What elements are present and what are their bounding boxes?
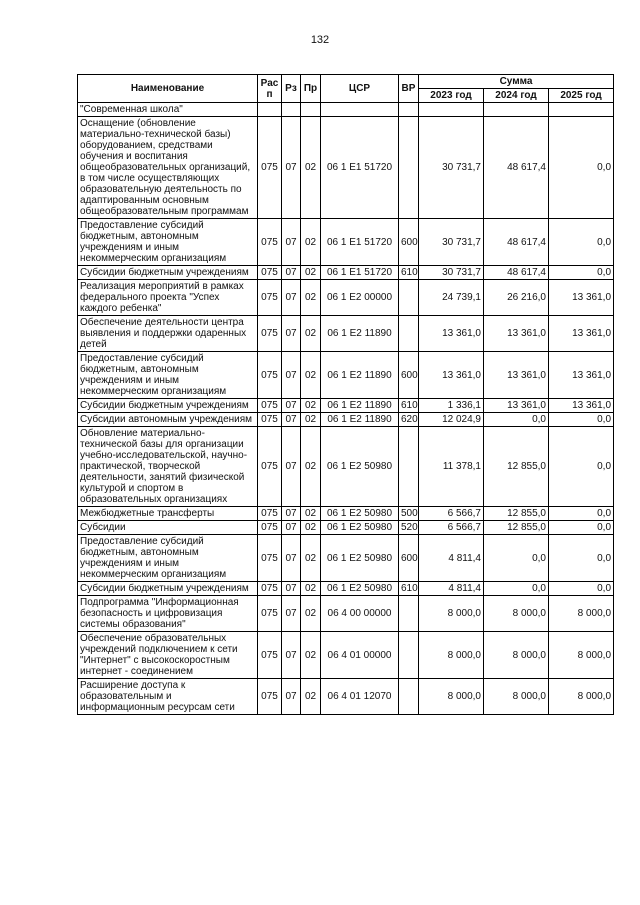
cell-csr: 06 1 E2 11890 [321,316,399,352]
cell-rz: 07 [282,632,301,679]
table-row [78,427,614,507]
cell-rasp: 075 [258,535,282,582]
cell-pr: 02 [301,352,321,399]
cell-rasp: 075 [258,316,282,352]
cell-csr: 06 1 E2 00000 [321,280,399,316]
cell-s2025: 0,0 [549,535,614,582]
cell-rz: 07 [282,219,301,266]
cell-rasp: 075 [258,117,282,219]
cell-s2025: 0,0 [549,427,614,507]
cell-s2023: 30 731,7 [419,266,484,280]
cell-rasp: 075 [258,596,282,632]
cell-pr: 02 [301,266,321,280]
cell-s2023: 6 566,7 [419,521,484,535]
table-row [78,582,614,596]
cell-vr: 520 [399,521,419,535]
cell-vr: 600 [399,219,419,266]
cell-s2023: 24 739,1 [419,280,484,316]
cell-vr: 600 [399,535,419,582]
cell-s2025: 8 000,0 [549,679,614,715]
cell-s2024: 12 855,0 [484,521,549,535]
cell-pr: 02 [301,535,321,582]
cell-s2023: 8 000,0 [419,596,484,632]
cell-name: Межбюджетные трансферты [78,507,258,521]
cell-rz: 07 [282,352,301,399]
cell-s2024: 12 855,0 [484,427,549,507]
cell-name: Предоставление субсидий бюджетным, автономным учреждениям и иным некоммерческим организациям [78,352,258,399]
table-row [78,535,614,582]
header-csr: ЦСР [321,75,399,103]
cell-vr [399,103,419,117]
cell-rasp: 075 [258,582,282,596]
table-row [78,117,614,219]
cell-s2024: 48 617,4 [484,117,549,219]
cell-rz: 07 [282,316,301,352]
cell-s2025: 8 000,0 [549,596,614,632]
cell-pr: 02 [301,427,321,507]
cell-rz: 07 [282,521,301,535]
cell-name: Расширение доступа к образовательным и информационным ресурсам сети [78,679,258,715]
header-2023: 2023 год [419,89,484,103]
cell-s2023 [419,103,484,117]
cell-s2023: 8 000,0 [419,679,484,715]
header-vr: ВР [399,75,419,103]
cell-vr: 610 [399,399,419,413]
cell-csr: 06 4 00 00000 [321,596,399,632]
table-row [78,399,614,413]
cell-rz: 07 [282,507,301,521]
cell-vr [399,679,419,715]
cell-s2024: 8 000,0 [484,632,549,679]
cell-vr [399,632,419,679]
cell-name: Обеспечение деятельности центра выявления и поддержки одаренных детей [78,316,258,352]
cell-vr: 620 [399,413,419,427]
cell-s2024: 13 361,0 [484,352,549,399]
cell-s2024: 0,0 [484,413,549,427]
cell-vr [399,427,419,507]
cell-rz: 07 [282,280,301,316]
page-number: 132 [310,34,330,46]
header-sum: Сумма [419,75,614,89]
cell-csr: 06 1 E2 11890 [321,399,399,413]
cell-rz: 07 [282,427,301,507]
header-pr: Пр [301,75,321,103]
cell-csr: 06 4 01 00000 [321,632,399,679]
table-row [78,507,614,521]
cell-name: Субсидии автономным учреждениям [78,413,258,427]
table-row [78,596,614,632]
cell-pr: 02 [301,117,321,219]
cell-s2024 [484,103,549,117]
cell-rasp: 075 [258,521,282,535]
table-row [78,352,614,399]
cell-s2025: 13 361,0 [549,399,614,413]
cell-s2025: 0,0 [549,266,614,280]
cell-s2024: 48 617,4 [484,219,549,266]
cell-s2024: 12 855,0 [484,507,549,521]
budget-table [77,74,614,715]
cell-s2023: 13 361,0 [419,316,484,352]
cell-pr: 02 [301,280,321,316]
cell-rz: 07 [282,582,301,596]
cell-s2025: 0,0 [549,521,614,535]
cell-rasp: 075 [258,280,282,316]
cell-csr: 06 1 E2 50980 [321,507,399,521]
cell-name: Подпрограмма "Информационная безопасность и цифровизация системы образования" [78,596,258,632]
header-2025: 2025 год [549,89,614,103]
cell-rasp: 075 [258,507,282,521]
cell-s2023: 4 811,4 [419,535,484,582]
table-row [78,316,614,352]
cell-csr: 06 1 E2 11890 [321,352,399,399]
cell-s2023: 12 024,9 [419,413,484,427]
cell-csr: 06 1 E1 51720 [321,266,399,280]
cell-s2024: 26 216,0 [484,280,549,316]
cell-rasp: 075 [258,352,282,399]
table-body [78,103,614,715]
cell-rasp: 075 [258,632,282,679]
cell-name: Субсидии бюджетным учреждениям [78,266,258,280]
cell-vr [399,316,419,352]
cell-rz: 07 [282,117,301,219]
cell-name: Предоставление субсидий бюджетным, автономным учреждениям и иным некоммерческим организациям [78,219,258,266]
cell-pr: 02 [301,679,321,715]
cell-pr: 02 [301,399,321,413]
cell-csr: 06 1 E1 51720 [321,117,399,219]
header-2024: 2024 год [484,89,549,103]
cell-pr: 02 [301,632,321,679]
cell-rasp: 075 [258,219,282,266]
table-row [78,219,614,266]
cell-name: Субсидии бюджетным учреждениям [78,399,258,413]
cell-s2024: 0,0 [484,535,549,582]
cell-pr: 02 [301,413,321,427]
cell-s2023: 1 336,1 [419,399,484,413]
cell-name: Предоставление субсидий бюджетным, автономным учреждениям и иным некоммерческим организациям [78,535,258,582]
cell-csr: 06 1 E1 51720 [321,219,399,266]
cell-s2024: 48 617,4 [484,266,549,280]
cell-rz: 07 [282,266,301,280]
cell-s2025: 0,0 [549,507,614,521]
cell-csr [321,103,399,117]
cell-name: Реализация мероприятий в рамках федерального проекта "Успех каждого ребенка" [78,280,258,316]
cell-csr: 06 1 E2 11890 [321,413,399,427]
table-row [78,280,614,316]
cell-csr: 06 1 E2 50980 [321,427,399,507]
cell-s2025: 0,0 [549,413,614,427]
cell-s2024: 13 361,0 [484,316,549,352]
cell-s2025: 0,0 [549,117,614,219]
cell-s2025: 0,0 [549,582,614,596]
cell-pr: 02 [301,219,321,266]
cell-rasp [258,103,282,117]
cell-rz: 07 [282,413,301,427]
cell-name: Субсидии бюджетным учреждениям [78,582,258,596]
cell-name: Субсидии [78,521,258,535]
cell-s2023: 11 378,1 [419,427,484,507]
cell-s2024: 0,0 [484,582,549,596]
table-row [78,521,614,535]
cell-name: Обновление материально-технической базы для организации учебно-исследовательской, научно-практической, творческой деятельности, занятий физической культурой и спортом в образовательных организациях [78,427,258,507]
cell-s2023: 30 731,7 [419,219,484,266]
cell-pr: 02 [301,316,321,352]
cell-vr [399,280,419,316]
cell-s2023: 30 731,7 [419,117,484,219]
cell-rz: 07 [282,679,301,715]
cell-s2024: 8 000,0 [484,679,549,715]
cell-name: Оснащение (обновление материально-технической базы) оборудованием, средствами обучения и воспитания общеобразовательных организаций, в том числе осуществляющих образовательную деятельность по адаптированным основным общеобразовательным программам [78,117,258,219]
cell-s2024: 8 000,0 [484,596,549,632]
cell-s2025: 13 361,0 [549,352,614,399]
cell-csr: 06 1 E2 50980 [321,521,399,535]
cell-rz: 07 [282,535,301,582]
cell-rasp: 075 [258,427,282,507]
cell-vr: 610 [399,266,419,280]
cell-rasp: 075 [258,266,282,280]
cell-name: Обеспечение образовательных учреждений подключением к сети "Интернет" с высокоскоростным интернет - соединением [78,632,258,679]
cell-vr [399,596,419,632]
cell-s2025: 13 361,0 [549,280,614,316]
cell-s2025: 0,0 [549,219,614,266]
cell-s2023: 4 811,4 [419,582,484,596]
cell-s2023: 8 000,0 [419,632,484,679]
cell-pr: 02 [301,596,321,632]
cell-pr: 02 [301,582,321,596]
cell-vr: 600 [399,352,419,399]
header-rasp: Рас п [258,75,282,103]
cell-rasp: 075 [258,413,282,427]
cell-pr [301,103,321,117]
cell-vr: 500 [399,507,419,521]
cell-s2025 [549,103,614,117]
header-rz: Рз [282,75,301,103]
cell-s2024: 13 361,0 [484,399,549,413]
cell-csr: 06 4 01 12070 [321,679,399,715]
cell-pr: 02 [301,507,321,521]
cell-vr: 610 [399,582,419,596]
cell-pr: 02 [301,521,321,535]
cell-name: "Современная школа" [78,103,258,117]
cell-csr: 06 1 E2 50980 [321,582,399,596]
cell-s2023: 6 566,7 [419,507,484,521]
cell-s2025: 8 000,0 [549,632,614,679]
table-row [78,413,614,427]
table-row [78,632,614,679]
cell-rasp: 075 [258,399,282,413]
cell-s2023: 13 361,0 [419,352,484,399]
cell-rz: 07 [282,399,301,413]
table-row [78,103,614,117]
cell-rz: 07 [282,596,301,632]
table-row [78,266,614,280]
cell-vr [399,117,419,219]
header-name: Наименование [78,75,258,103]
cell-rz [282,103,301,117]
cell-s2025: 13 361,0 [549,316,614,352]
table-row [78,679,614,715]
cell-rasp: 075 [258,679,282,715]
cell-csr: 06 1 E2 50980 [321,535,399,582]
